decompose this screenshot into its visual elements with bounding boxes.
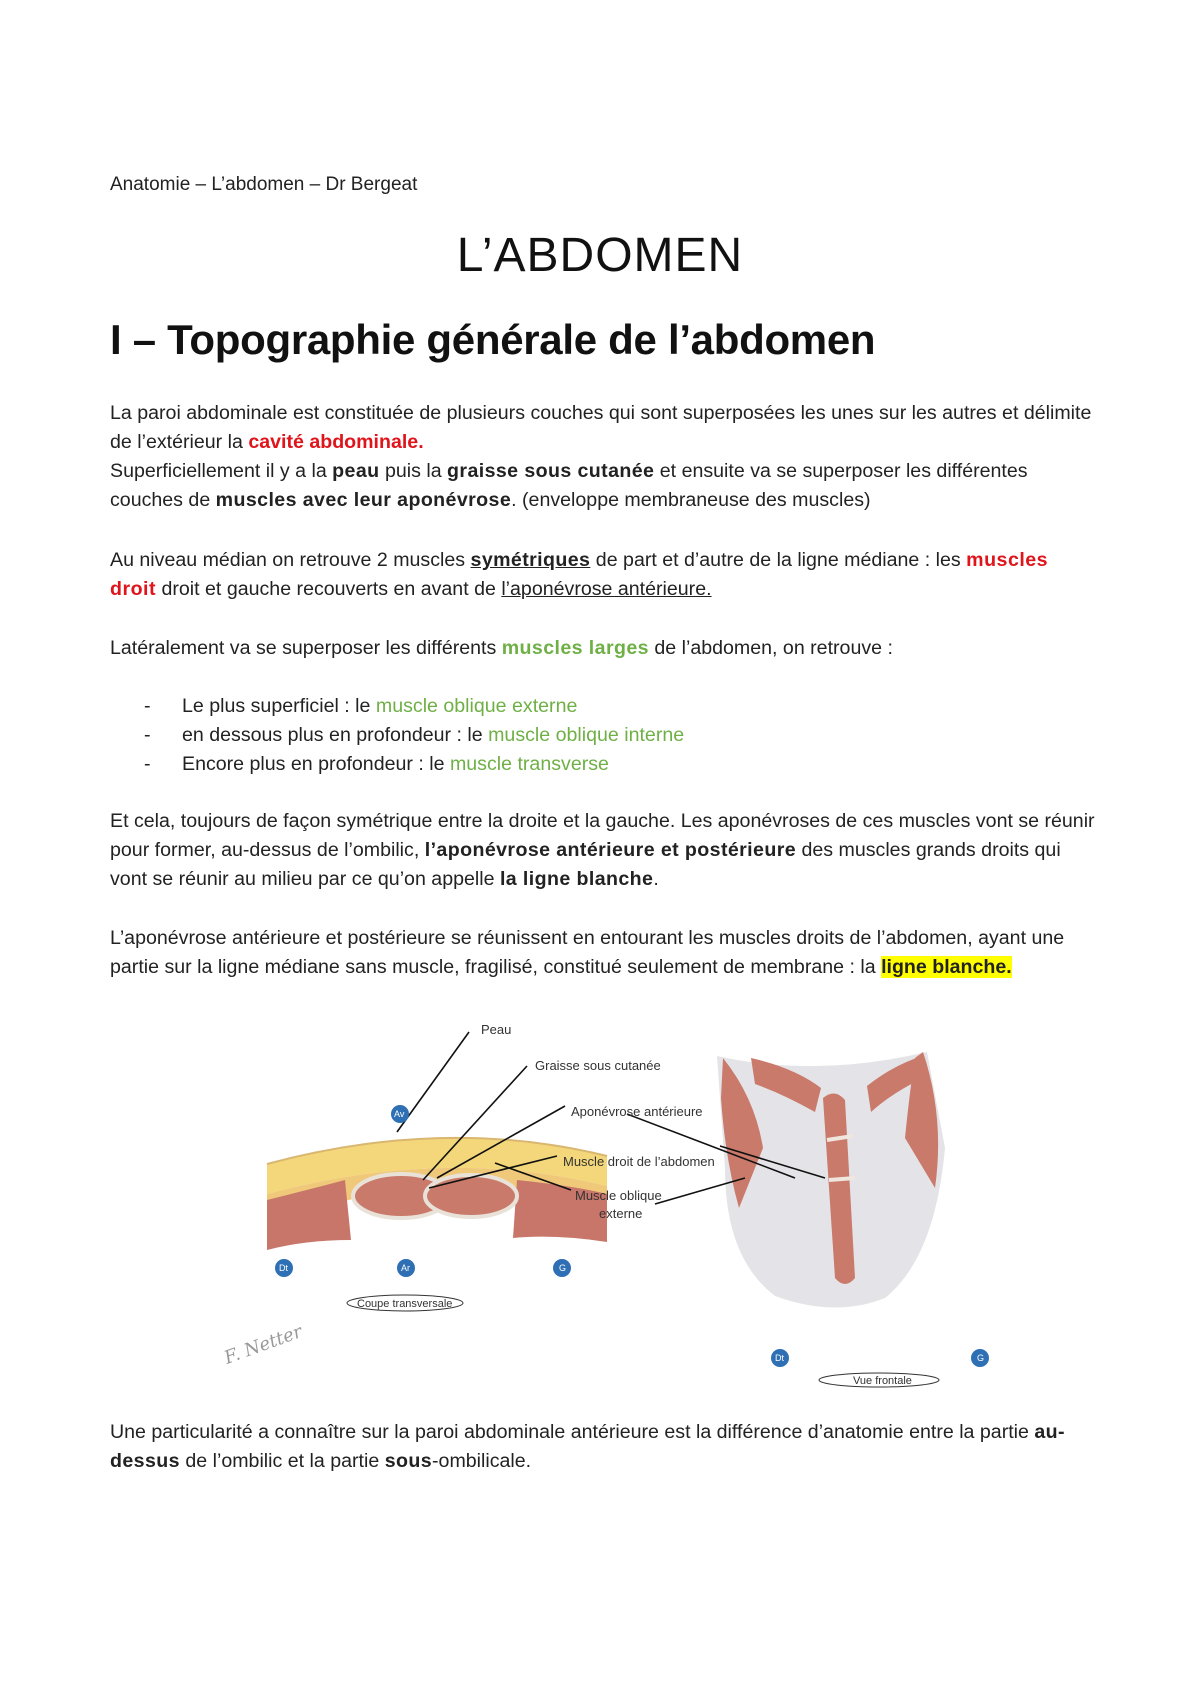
term-muscles-aponevrose: muscles avec leur aponévrose [215,489,512,511]
term-ligne-blanche: la ligne blanche [499,868,654,890]
badge-dt-right [771,1349,789,1367]
text-run: Et cela, toujours de façon symétrique entre la droite et la gauche. Les aponévroses de ces muscles vont se réunir pour former, au-dessus de l’ombilic, [110,810,1095,861]
list-item-term: muscle oblique interne [488,724,685,746]
badge-dt-left [275,1259,293,1277]
term-ligne-blanche-highlighted: ligne blanche. [881,956,1012,978]
paragraph-2 [110,546,1100,604]
list-item-term: muscle oblique externe [375,695,578,717]
paragraph-6 [110,1418,1100,1476]
badge-dt-left-text: Dt [279,1263,288,1273]
label-oblique-1: Muscle oblique [575,1188,662,1203]
text-run: Superficiellement il y a la [110,460,333,482]
text-run: . (enveloppe membraneuse des muscles) [511,489,871,511]
vue-caption: Vue frontale [853,1375,912,1387]
list-item-term: muscle transverse [449,753,609,775]
term-graisse: graisse sous cutanée [447,460,655,482]
frontal-view [717,1052,945,1308]
list-item-prefix: Le plus superficiel : le [182,695,376,717]
term-muscles-larges: muscles larges [501,637,649,659]
paragraph-4 [110,807,1100,894]
text-run: -ombilicale. [432,1450,532,1472]
badge-ar-text: Ar [401,1263,410,1273]
list-bullet: - [144,724,151,746]
term-peau: peau [332,460,380,482]
section-heading: I – Topographie générale de l’abdomen [110,316,876,363]
transverse-section [267,1138,607,1250]
badge-ar [397,1259,415,1277]
text-run: puis la [379,460,448,482]
list-item-prefix: Encore plus en profondeur : le [182,753,450,775]
list-bullet: - [144,753,151,775]
anatomy-illustration [221,1022,1025,1388]
term-aponevrose-ant-post: l’aponévrose antérieure et postérieure [424,839,797,861]
list-bullet: - [144,695,151,717]
text-run: Au niveau médian on retrouve 2 muscles [110,549,471,571]
text-run: droit et gauche recouverts en avant de [156,578,502,600]
text-run: de part et d’autre de la ligne médiane : les [590,549,967,571]
label-peau: Peau [481,1022,512,1037]
term-sous: sous [384,1450,433,1472]
text-run: . [653,868,659,890]
term-muscles-droit: muscles droit [110,549,1049,600]
term-aponevrose-anterieure: l’aponévrose antérieure. [501,578,712,600]
paragraph-1 [110,399,1100,515]
term-au-dessus: au-dessus [110,1421,1065,1472]
label-graisse: Graisse sous cutanée [535,1058,661,1073]
document-title: L’ABDOMEN [456,229,744,282]
badge-g-left [553,1259,571,1277]
text-run: La paroi abdominale est constituée de plusieurs couches qui sont superposées les unes sur les autres et délimite de l’extérieur la [110,402,1092,453]
label-muscle-droit: Muscle droit de l’abdomen [563,1154,715,1169]
coupe-caption: Coupe transversale [357,1298,453,1310]
label-oblique-2: externe [599,1206,643,1221]
rectus-muscle-right [425,1175,517,1217]
term-symetriques: symétriques [470,549,591,571]
text-run: Une particularité a connaître sur la paroi abdominale antérieure est la différence d’anatomie entre la partie [110,1421,1035,1443]
badge-g-right [971,1349,989,1367]
paragraph-3 [110,634,1100,663]
badge-g-left-text: G [559,1263,567,1273]
list-item-prefix: en dessous plus en profondeur : le [182,724,489,746]
text-run: L’aponévrose antérieure et postérieure se réunissent en entourant les muscles droits de l’abdomen, ayant une partie sur la ligne médiane sans muscle, fragilisé, constitué seulement de membrane : la [110,927,1065,978]
badge-av [391,1105,409,1123]
badge-g-right-text: G [977,1353,985,1363]
text-run: des muscles grands droits qui vont se réunir au milieu par ce qu’on appelle [110,839,1061,890]
text-run: de l’abdomen, on retrouve : [648,637,893,659]
term-cavite-abdominale: cavité abdominale. [248,431,424,453]
paragraph-5 [110,924,1100,982]
text-run: et ensuite va se superposer les différentes couches de [110,460,1028,511]
netter-signature: F. Netter [221,1321,306,1369]
anatomy-figure [221,1022,1025,1388]
text-run: de l’ombilic et la partie [179,1450,385,1472]
page-header: Anatomie – L’abdomen – Dr Bergeat [110,174,418,195]
badge-dt-right-text: Dt [775,1353,784,1363]
badge-av-text: Av [394,1109,405,1119]
text-run: Latéralement va se superposer les différents [110,637,502,659]
label-aponevrose: Aponévrose antérieure [571,1104,703,1119]
